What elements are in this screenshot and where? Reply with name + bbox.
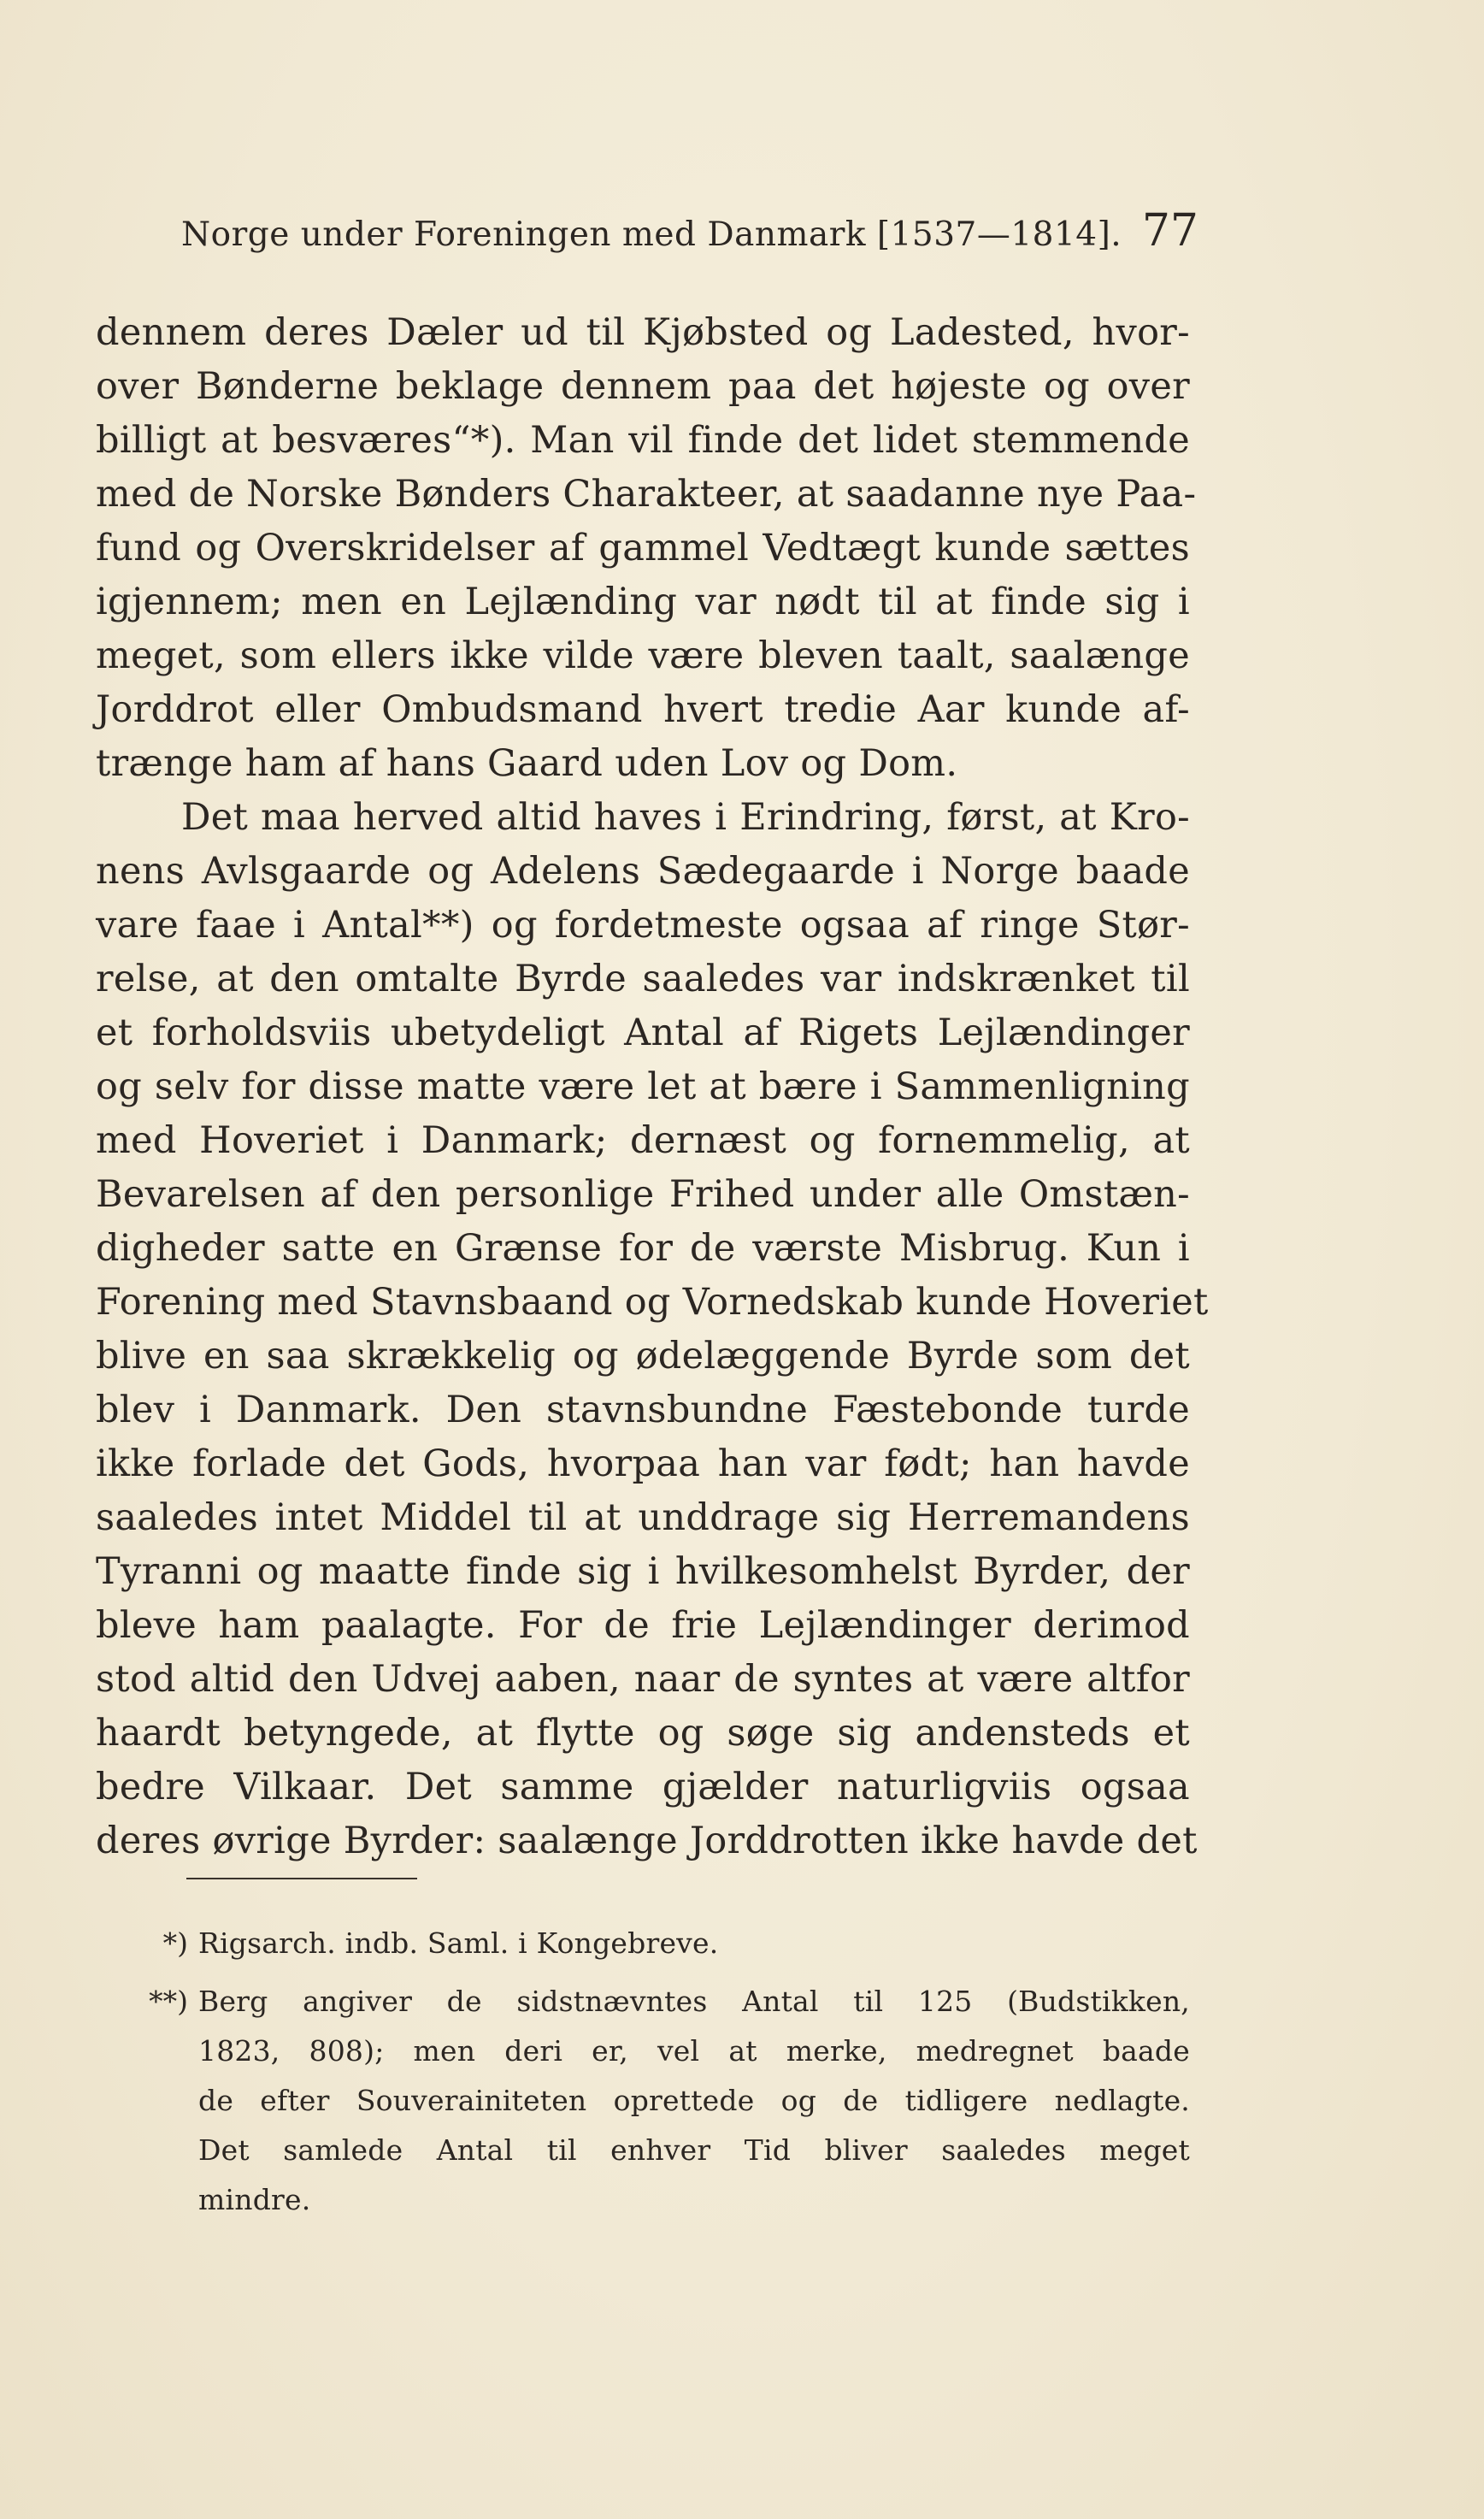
text-line: et forholdsviis ubetydeligt Antal af Rigets Lejlændinger: [96, 1012, 1190, 1054]
text-line-paragraph-end: trænge ham af hans Gaard uden Lov og Dom.: [96, 742, 958, 785]
footnote-line: mindre.: [198, 2183, 311, 2216]
text-line: stod altid den Udvej aaben, naar de syntes at være altfor: [96, 1658, 1190, 1701]
text-line: relse, at den omtalte Byrde saaledes var indskrænket til: [96, 958, 1190, 1000]
footnote-separator-rule: [186, 1878, 417, 1879]
footnote-line: Berg angiver de sidstnævntes Antal til 125 (Budstikken,: [198, 1985, 1190, 2018]
text-line: ikke forlade det Gods, hvorpaa han var født; han havde: [96, 1442, 1190, 1485]
page-number: 77: [1141, 205, 1198, 257]
footnote-marker: **): [149, 1985, 188, 2018]
footnote-1: [96, 1919, 1190, 1968]
text-line: Tyranni og maatte finde sig i hvilkesomhelst Byrder, der: [96, 1550, 1190, 1593]
text-line: igjennem; men en Lejlænding var nødt til at finde sig i: [96, 581, 1190, 623]
text-line: over Bønderne beklage dennem paa det højeste og over: [96, 365, 1190, 408]
header-title: Norge under Foreningen med Danmark [1537—1814].: [181, 215, 1122, 254]
text-line: saaledes intet Middel til at unddrage sig Herremandens: [96, 1496, 1190, 1539]
text-line: billigt at besværes“*). Man vil finde det lidet stemmende: [96, 419, 1190, 462]
text-line: haardt betyngede, at flytte og søge sig andensteds et: [96, 1712, 1190, 1755]
text-line: Bevarelsen af den personlige Frihed under alle Omstæn-: [96, 1173, 1190, 1216]
text-line: deres øvrige Byrder: saalænge Jorddrotten ikke havde det: [96, 1820, 1198, 1862]
text-line: blive en saa skrækkelig og ødelæggende Byrde som det: [96, 1335, 1190, 1377]
text-line: dennem deres Dæler ud til Kjøbsted og Ladested, hvor-: [96, 311, 1190, 354]
text-line: nens Avlsgaarde og Adelens Sædegaarde i Norge baade: [96, 850, 1190, 893]
text-line-paragraph-start: Det maa herved altid haves i Erindring, først, at Kro-: [181, 796, 1190, 839]
footnote-line: Rigsarch. indb. Saml. i Kongebreve.: [198, 1926, 719, 1960]
text-line: med de Norske Bønders Charakteer, at saadanne nye Paa-: [96, 473, 1197, 516]
text-line: bleve ham paalagte. For de frie Lejlændinger derimod: [96, 1604, 1190, 1647]
text-line: med Hoveriet i Danmark; dernæst og fornemmelig, at: [96, 1119, 1190, 1162]
text-line: meget, som ellers ikke vilde være bleven taalt, saalænge: [96, 634, 1190, 677]
text-line: Forening med Stavnsbaand og Vornedskab kunde Hoveriet: [96, 1281, 1209, 1324]
main-text: [96, 306, 1209, 1868]
text-line: vare faae i Antal**) og fordetmeste ogsaa af ringe Stør-: [96, 904, 1190, 947]
footnotes: [96, 1919, 1190, 2225]
text-line: blev i Danmark. Den stavnsbundne Fæstebonde turde: [96, 1389, 1190, 1431]
text-line: Jorddrot eller Ombudsmand hvert tredie Aar kunde af-: [96, 688, 1190, 731]
text-line: og selv for disse matte være let at bære i Sammenligning: [96, 1065, 1190, 1108]
footnote-line: Det samlede Antal til enhver Tid bliver saaledes meget: [198, 2133, 1190, 2167]
text-line: bedre Vilkaar. Det samme gjælder naturligviis ogsaa: [96, 1766, 1190, 1808]
footnote-marker: *): [162, 1926, 188, 1960]
text-line: fund og Overskridelser af gammel Vedtægt kunde sættes: [96, 527, 1190, 569]
footnote-2: [96, 1977, 1190, 2225]
text-line: digheder satte en Grænse for de værste Misbrug. Kun i: [96, 1227, 1190, 1270]
running-header: [181, 198, 1198, 267]
footnote-line: 1823, 808); men deri er, vel at merke, medregnet baade: [198, 2034, 1190, 2068]
footnote-line: de efter Souverainiteten oprettede og de tidligere nedlagte.: [198, 2084, 1190, 2117]
